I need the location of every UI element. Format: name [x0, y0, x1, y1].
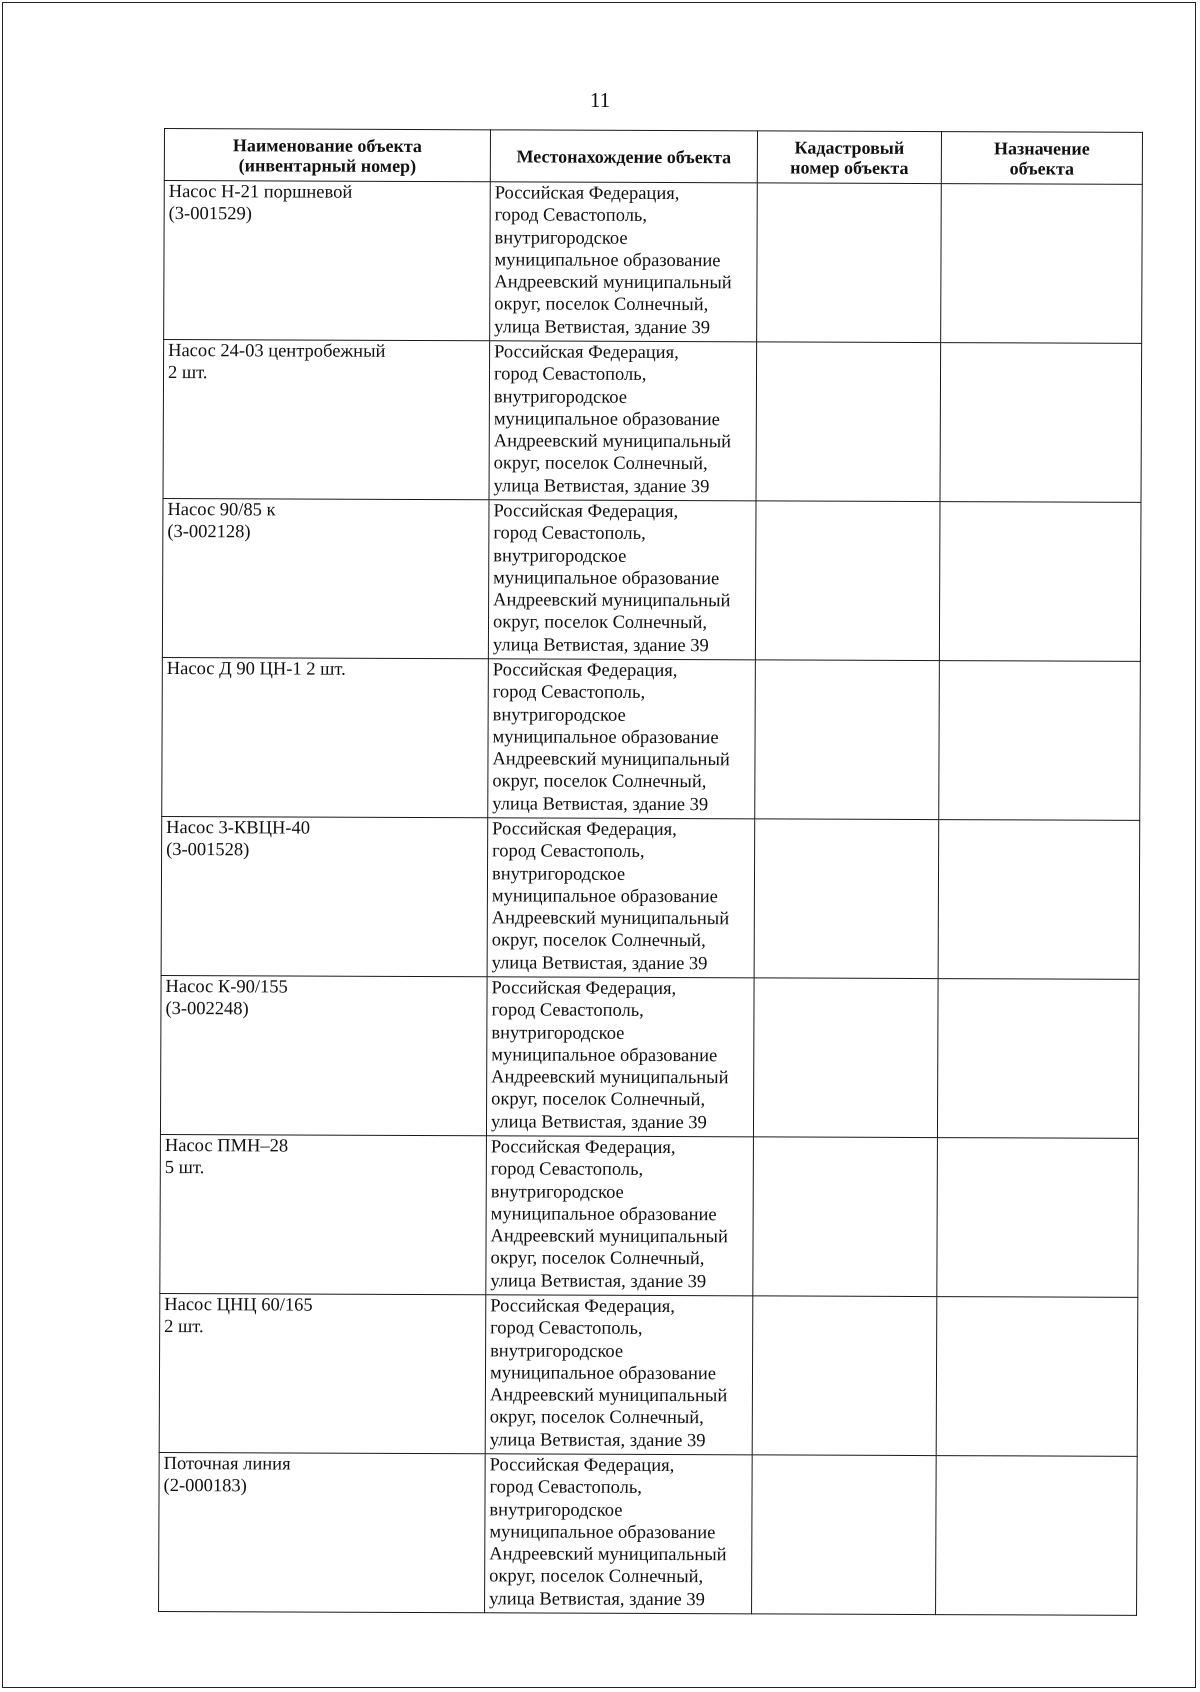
object-name-cell: Насос Д 90 ЦН-1 2 шт.	[162, 657, 489, 817]
table-body	[159, 181, 1143, 1616]
objects-table	[158, 128, 1143, 1616]
cadastral-number-cell	[753, 978, 938, 1138]
table-row	[160, 1134, 1139, 1297]
object-purpose-cell	[941, 184, 1143, 344]
cadastral-number-cell	[752, 1455, 937, 1615]
table-row	[162, 657, 1141, 820]
object-purpose-cell	[937, 1138, 1139, 1298]
object-name-cell: Насос Н-21 поршневой (3-001529)	[164, 181, 491, 341]
table-header-row	[164, 129, 1142, 185]
header-object-purpose: Назначение объекта	[941, 132, 1142, 185]
object-name-cell: Поточная линия (2-000183)	[159, 1452, 486, 1612]
object-location-cell: Российская Федерация, город Севастополь, внутригородское муниципальное образование Андреевский муниципальный округ, поселок Солнечный, улица Ветвистая, здание 39	[488, 500, 756, 660]
object-purpose-cell	[936, 1456, 1138, 1616]
cadastral-number-cell	[755, 660, 940, 820]
table-row	[164, 181, 1143, 344]
object-name-cell: Насос 24-03 центробежный 2 шт.	[163, 340, 490, 500]
object-location-cell: Российская Федерация, город Севастополь, внутригородское муниципальное образование Андреевский муниципальный округ, поселок Солнечный, улица Ветвистая, здание 39	[485, 1295, 753, 1455]
object-name-cell: Насос ЦНЦ 60/165 2 шт.	[159, 1293, 486, 1453]
object-purpose-cell	[936, 1297, 1138, 1457]
object-purpose-cell	[937, 979, 1139, 1139]
object-purpose-cell	[938, 820, 1140, 980]
object-location-cell: Российская Федерация, город Севастополь, внутригородское муниципальное образование Андреевский муниципальный округ, поселок Солнечный, улица Ветвистая, здание 39	[486, 977, 754, 1137]
cadastral-number-cell	[752, 1296, 937, 1456]
object-location-cell: Российская Федерация, город Севастополь, внутригородское муниципальное образование Андреевский муниципальный округ, поселок Солнечный, улица Ветвистая, здание 39	[488, 659, 756, 819]
object-name-cell: Насос 90/85 к (3-002128)	[162, 498, 489, 658]
object-purpose-cell	[940, 343, 1142, 503]
page-number: 11	[589, 88, 611, 112]
cadastral-number-cell	[757, 183, 942, 343]
object-purpose-cell	[939, 502, 1141, 662]
cadastral-number-cell	[754, 819, 939, 979]
table-row	[160, 975, 1139, 1138]
object-location-cell: Российская Федерация, город Севастополь, внутригородское муниципальное образование Андреевский муниципальный округ, поселок Солнечный, улица Ветвистая, здание 39	[485, 1454, 753, 1614]
header-cadastral-number: Кадастровый номер объекта	[757, 131, 941, 184]
object-location-cell: Российская Федерация, город Севастополь, внутригородское муниципальное образование Андреевский муниципальный округ, поселок Солнечный, улица Ветвистая, здание 39	[487, 818, 755, 978]
cadastral-number-cell	[753, 1137, 938, 1297]
cadastral-number-cell	[756, 342, 941, 502]
table-row	[159, 1293, 1138, 1456]
table-row	[159, 1452, 1138, 1615]
table-row	[162, 498, 1141, 661]
table-row	[163, 340, 1142, 503]
object-name-cell: Насос К-90/155 (3-002248)	[160, 975, 487, 1135]
cadastral-number-cell	[755, 501, 940, 661]
table-row	[161, 816, 1140, 979]
object-location-cell: Российская Федерация, город Севастополь, внутригородское муниципальное образование Андреевский муниципальный округ, поселок Солнечный, улица Ветвистая, здание 39	[490, 182, 758, 342]
object-name-cell: Насос ПМН–28 5 шт.	[160, 1134, 487, 1294]
header-object-name: Наименование объекта (инвентарный номер)	[164, 129, 490, 182]
object-name-cell: Насос 3-КВЦН-40 (3-001528)	[161, 816, 488, 976]
object-location-cell: Российская Федерация, город Севастополь, внутригородское муниципальное образование Андреевский муниципальный округ, поселок Солнечный, улица Ветвистая, здание 39	[489, 341, 757, 501]
object-location-cell: Российская Федерация, город Севастополь, внутригородское муниципальное образование Андреевский муниципальный округ, поселок Солнечный, улица Ветвистая, здание 39	[486, 1136, 754, 1296]
object-purpose-cell	[939, 661, 1141, 821]
header-object-location: Местонахождение объекта	[490, 130, 757, 183]
